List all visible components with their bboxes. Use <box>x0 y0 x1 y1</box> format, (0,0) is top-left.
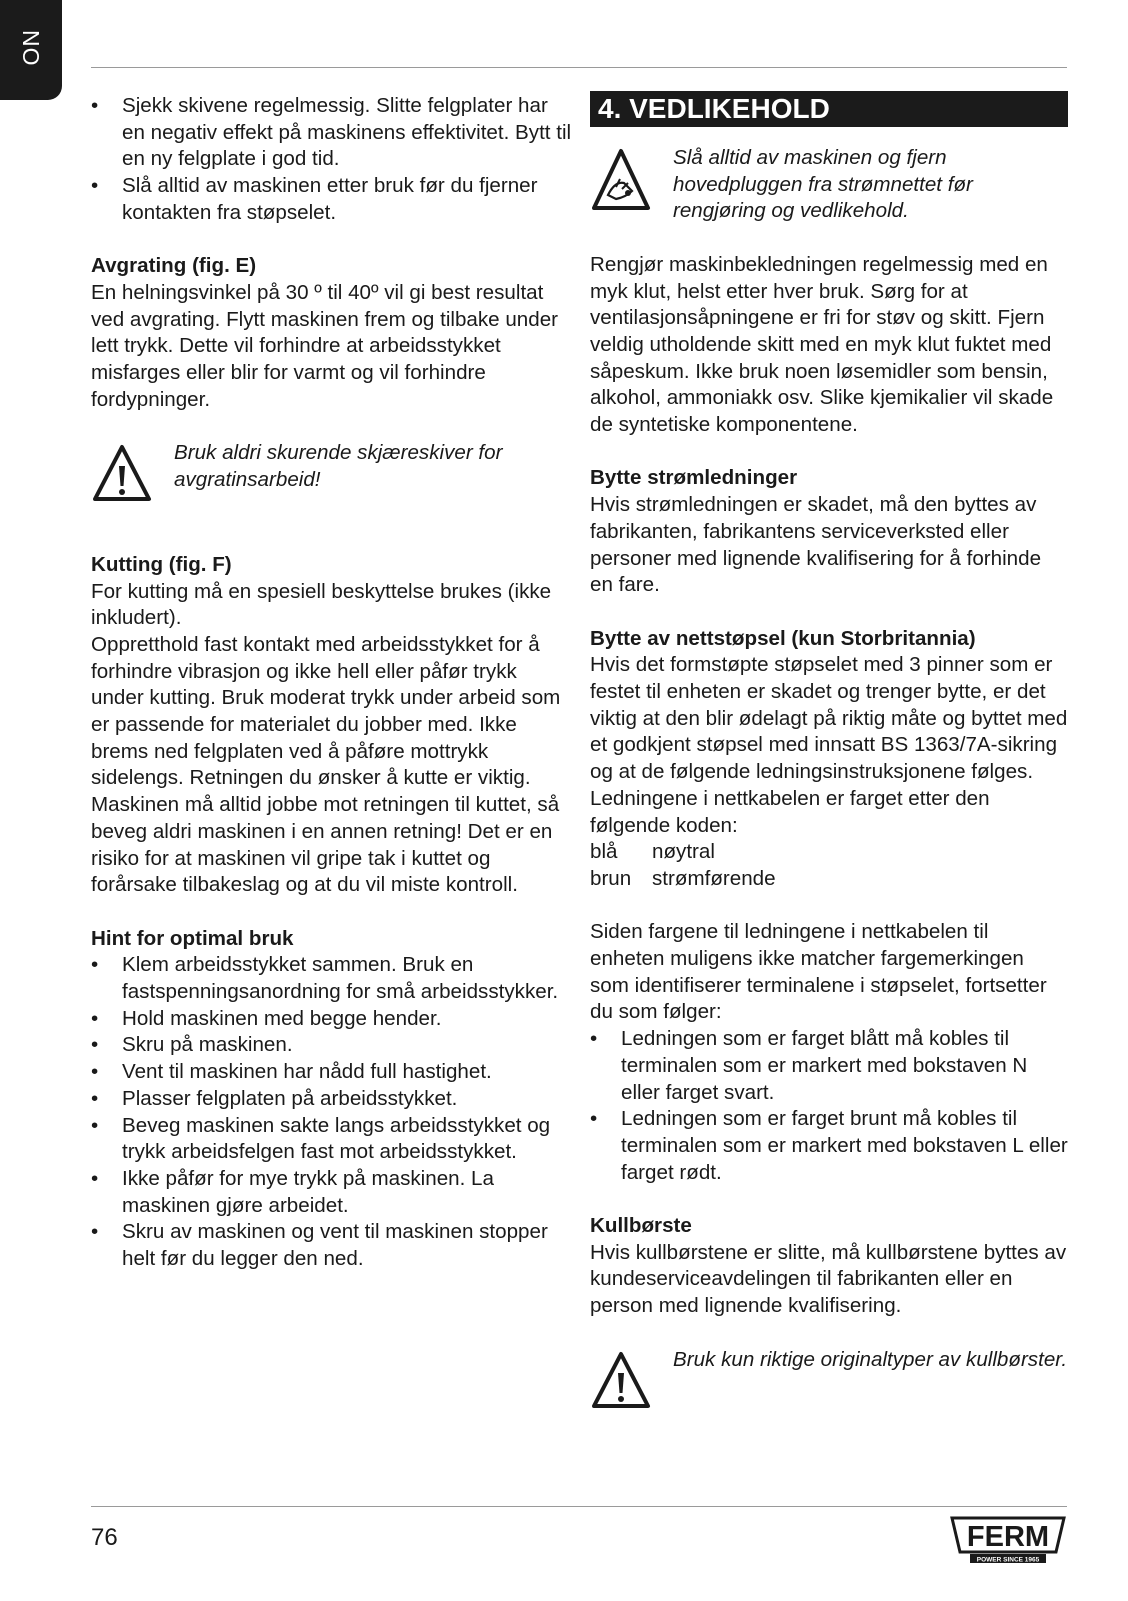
header-rule <box>91 67 1067 68</box>
intro-bullet-list <box>91 93 575 227</box>
plug-bullet-list <box>590 1026 1068 1186</box>
list-item: • Beveg maskinen sakte langs arbeidsstykket og trykk arbeidsfelgen fast mot arbeidsstykket. <box>91 1113 575 1166</box>
logo-tagline: POWER SINCE 1965 <box>976 1556 1040 1564</box>
wire-color: brun <box>590 866 632 890</box>
unplug-note <box>590 145 1068 225</box>
list-item: • Vent til maskinen har nådd full hastighet. <box>91 1059 575 1086</box>
deburring-heading: Avgrating (fig. E) <box>91 254 257 278</box>
brushes-text: Hvis kullbørstene er slitte, må kullbørstene byttes av kundeserviceavdelingen til fabrikanten eller en person med lignende kvalifisering. <box>590 1240 1067 1318</box>
warning-icon <box>590 1349 652 1419</box>
list-item: • Skru på maskinen. <box>91 1032 575 1059</box>
logo-text: FERM <box>966 1521 1050 1553</box>
page-number: 76 <box>91 1524 118 1551</box>
plug-text: Hvis det formstøpte støpselet med 3 pinner som er festet til enheten er skadet og trenger bytte, er det viktig at den blir ødelagt på riktig måte og byttet med et godkjent støpsel med innsatt BS 1363/7A-sikring og at de følgende ledningsinstruksjonene følges. Ledningene i nettkabelen er farget etter den følgende koden: <box>590 653 1068 837</box>
cutting-heading: Kutting (fig. F) <box>91 552 232 576</box>
ferm-logo <box>948 1512 1068 1564</box>
cutting-text-2: Oppretthold fast kontakt med arbeidsstykket for å forhindre vibrasjon og ikke hell eller påfør trykk under kutting. Bruk moderat trykk under arbeid som er passende for materialet du jobber med. Ikke brems ned felgplaten ved å påføre mottrykk sidelengs. Retningen du ønsker å kutte er viktig. Maskinen må alltid jobbe mot retningen til kuttet, så beveg aldri maskinen i en annen retning! Det er en risiko for at maskinen vil gripe tak i kuttet og forårsake tilbakeslag og at du vil miste kontroll. <box>91 632 561 897</box>
list-item: • Ledningen som er farget blått må kobles til terminalen som er markert med bokstaven N eller farget svart. <box>590 1026 1068 1106</box>
brushes-warning <box>590 1347 1068 1419</box>
wire-color: blå <box>590 840 618 864</box>
unplug-warning-icon <box>590 147 652 221</box>
hints-list <box>91 952 575 1272</box>
section-title: 4. VEDLIKEHOLD <box>590 91 1068 127</box>
list-item: • Plasser felgplaten på arbeidsstykket. <box>91 1086 575 1113</box>
cutting-text-1: For kutting må en spesiell beskyttelse brukes (ikke inkludert). <box>91 579 552 630</box>
list-item: • Klem arbeidsstykket sammen. Bruk en fastspenningsanordning for små arbeidsstykker. <box>91 952 575 1005</box>
warning-text: Bruk aldri skurende skjæreskiver for avgratinsarbeid! <box>174 441 503 491</box>
list-item: • Ikke påfør for mye trykk på maskinen. La maskinen gjøre arbeidet. <box>91 1166 575 1219</box>
hints-heading: Hint for optimal bruk <box>91 926 294 950</box>
left-column <box>91 93 575 1273</box>
plug-heading: Bytte av nettstøpsel (kun Storbritannia) <box>590 626 976 650</box>
plug-text-2: Siden fargene til ledningene i nettkabelen til enheten muligens ikke matcher fargemerkingen som identifiserer terminalene i støpselet, fortsetter du som følger: <box>590 920 1047 1024</box>
list-item: • Sjekk skivene regelmessig. Slitte felgplater har en negativ effekt på maskinens effektivitet. Bytt til en ny felgplate i god tid. <box>91 93 575 173</box>
warning-icon <box>91 442 153 512</box>
footer-rule <box>91 1506 1067 1507</box>
right-column <box>590 93 1068 1418</box>
warning-text: Bruk kun riktige originaltyper av kullbørster. <box>673 1347 1068 1371</box>
deburring-warning <box>91 440 575 512</box>
cleaning-text: Rengjør maskinbekledningen regelmessig med en myk klut, helst etter hver bruk. Sørg for at ventilasjonsåpningene er fri for støv og skitt. Fjern veldig utholdende skitt med en myk klut fuktet med såpeskum. Ikke bruk noen løsemidler som bensin, alkohol, ammoniakk osv. Slike kjemikalier vil skade de syntetiske komponentene. <box>590 252 1054 437</box>
cords-heading: Bytte strømledninger <box>590 466 798 490</box>
wire-meaning: strømførende <box>652 866 776 890</box>
list-item: • Hold maskinen med begge hender. <box>91 1006 575 1033</box>
list-item: • Skru av maskinen og vent til maskinen stopper helt før du legger den ned. <box>91 1219 575 1272</box>
cords-text: Hvis strømledningen er skadet, må den byttes av fabrikanten, fabrikantens serviceverksted eller personer med lignende kvalifisering for å forhinde en fare. <box>590 493 1042 597</box>
brushes-heading: Kullbørste <box>590 1214 692 1238</box>
list-item: • Slå alltid av maskinen etter bruk før du fjerner kontakten fra støpselet. <box>91 173 575 226</box>
language-code: NO <box>18 30 44 67</box>
unplug-note-text: Slå alltid av maskinen og fjern hovedpluggen fra strømnettet før rengjøring og vedlikehold. <box>673 146 973 223</box>
wire-meaning: nøytral <box>652 840 715 864</box>
color-code-row <box>590 839 1068 866</box>
color-code-row <box>590 866 1068 893</box>
language-tab <box>0 0 62 100</box>
deburring-text: En helningsvinkel på 30 º til 40º vil gi best resultat ved avgrating. Flytt maskinen frem og tilbake under lett trykk. Dette vil forhindre at arbeidsstykket misfarges eller blir for varmt og vil forhindre fordypninger. <box>91 280 559 411</box>
list-item: • Ledningen som er farget brunt må kobles til terminalen som er markert med bokstaven L eller farget rødt. <box>590 1106 1068 1186</box>
